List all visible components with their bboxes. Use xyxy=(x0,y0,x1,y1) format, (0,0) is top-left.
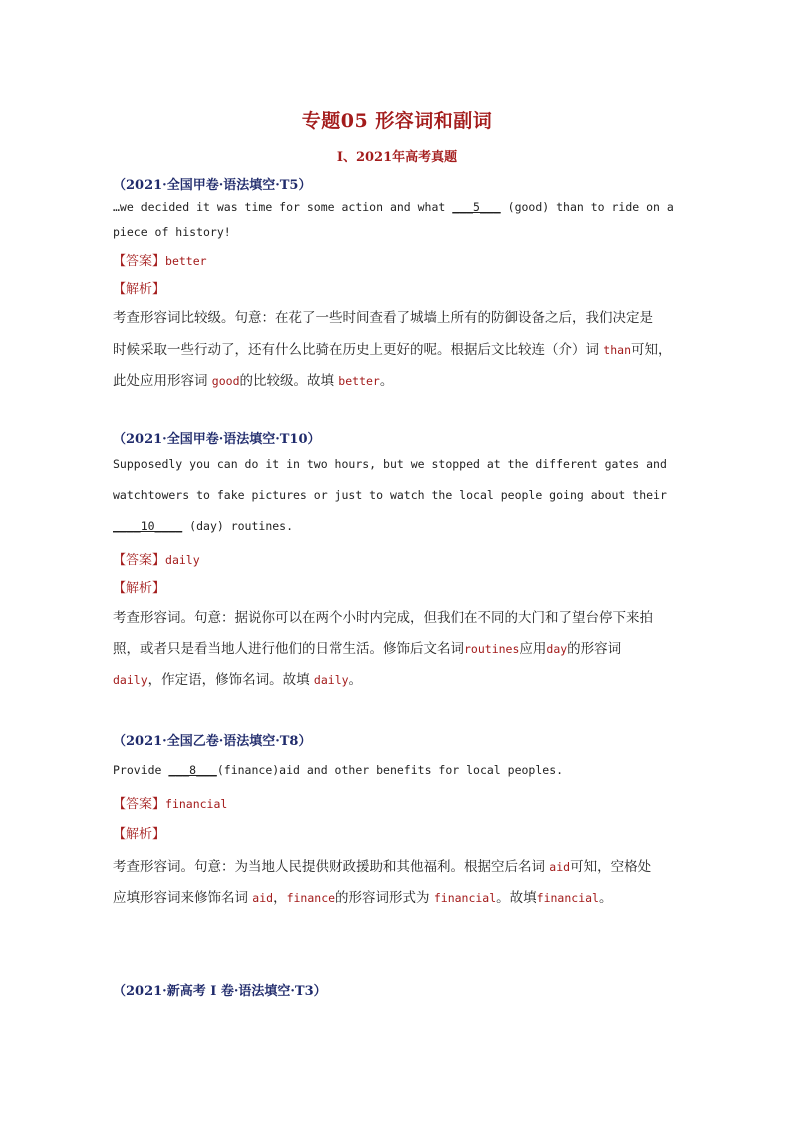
question-2-line-1: Supposedly you can do it in two hours, but we stopped at the different gates and xyxy=(113,457,667,471)
text-segment: 的比较级。故填 xyxy=(239,373,339,389)
answer-label: 【答案】 xyxy=(113,553,166,568)
text-segment: (finance)aid and other benefits for local peoples. xyxy=(216,763,564,777)
highlight-word: aid xyxy=(252,891,274,905)
highlight-word: than xyxy=(603,343,631,357)
text-segment: ，作定语，修饰名词。故填 xyxy=(147,672,314,688)
answer-value: better xyxy=(165,254,207,268)
page-title: 专题05 形容词和副词 xyxy=(301,110,493,132)
analysis-label: 【解析】 xyxy=(113,581,166,596)
text-segment: 。故填 xyxy=(496,890,537,906)
text-segment: 照，或者只是看当地人进行他们的日常生活。修饰后文名词 xyxy=(113,641,464,657)
answer-label: 【答案】 xyxy=(113,254,166,269)
question-1-explanation-2 xyxy=(113,338,672,358)
question-3-answer xyxy=(113,793,227,812)
question-3-blank: ___8___ xyxy=(168,763,217,777)
highlight-word: financial xyxy=(536,891,599,905)
text-segment: 。 xyxy=(598,890,613,906)
question-2-explanation-1: 考查形容词。句意：据说你可以在两个小时内完成，但我们在不同的大门和了望台停下来拍 xyxy=(113,610,653,626)
answer-value: financial xyxy=(165,797,228,811)
question-2-explanation-3 xyxy=(113,668,362,688)
text-segment: ， xyxy=(273,890,287,906)
question-1-explanation-1: 考查形容词比较级。句意：在花了一些时间查看了城墙上所有的防御设备之后，我们决定是 xyxy=(113,310,653,326)
question-1-blank: ___5___ xyxy=(452,200,501,214)
text-segment: 的形容词形式为 xyxy=(335,890,434,906)
text-segment: 考查形容词。句意：为当地人民提供财政援助和其他福利。根据空后名词 xyxy=(113,859,550,875)
text-segment: 可知， xyxy=(631,342,672,358)
question-1-explanation-3 xyxy=(113,369,393,389)
question-1-line-2: piece of history! xyxy=(113,225,231,239)
answer-value: daily xyxy=(165,553,200,567)
highlight-word: aid xyxy=(549,860,571,874)
text-segment: 应用 xyxy=(519,641,547,657)
question-1-line-1 xyxy=(113,200,674,214)
text-segment: 时候采取一些行动了，还有什么比骑在历史上更好的呢。根据后文比较连（介）词 xyxy=(113,342,604,358)
question-2-line-3 xyxy=(113,519,293,533)
text-segment: 。 xyxy=(348,672,363,688)
section-subtitle: I、2021年高考真题 xyxy=(336,150,458,165)
question-2-line-2: watchtowers to fake pictures or just to watch the local people going about their xyxy=(113,488,667,502)
text-segment: Provide xyxy=(113,763,169,777)
question-3-source: （2021·全国乙卷·语法填空·T8） xyxy=(113,734,312,749)
question-1-answer xyxy=(113,250,207,269)
highlight-word: finance xyxy=(286,891,336,905)
question-3-explanation-1 xyxy=(113,855,651,875)
text-segment: (day) routines. xyxy=(182,519,294,533)
highlight-word: financial xyxy=(433,891,497,905)
highlight-word: day xyxy=(546,642,568,656)
question-1-source: （2021·全国甲卷·语法填空·T5） xyxy=(113,178,312,193)
question-2-source: （2021·全国甲卷·语法填空·T10） xyxy=(113,432,321,447)
text-segment: 可知，空格处 xyxy=(570,859,652,875)
analysis-label: 【解析】 xyxy=(113,827,166,842)
highlight-word: routines xyxy=(464,642,520,656)
text-segment: 的形容词 xyxy=(567,641,622,657)
highlight-word: daily xyxy=(313,673,349,687)
highlight-word: daily xyxy=(113,673,148,687)
question-2-blank: ____10____ xyxy=(113,519,183,533)
question-2-answer xyxy=(113,549,200,568)
text-segment: 应填形容词来修饰名词 xyxy=(113,890,253,906)
question-3-explanation-2 xyxy=(113,886,612,906)
highlight-word: good xyxy=(211,374,240,388)
text-segment: (good) than to ride on a xyxy=(500,200,674,214)
question-2-explanation-2 xyxy=(113,637,621,657)
highlight-word: better xyxy=(338,374,380,388)
question-4-source: （2021·新高考 I 卷·语法填空·T3） xyxy=(113,984,327,999)
text-segment: 。 xyxy=(379,373,394,389)
analysis-label: 【解析】 xyxy=(113,282,166,297)
answer-label: 【答案】 xyxy=(113,797,166,812)
text-segment: 此处应用形容词 xyxy=(113,373,212,389)
question-3-line-1 xyxy=(113,763,563,777)
text-segment: …we decided it was time for some action and what xyxy=(113,200,453,214)
